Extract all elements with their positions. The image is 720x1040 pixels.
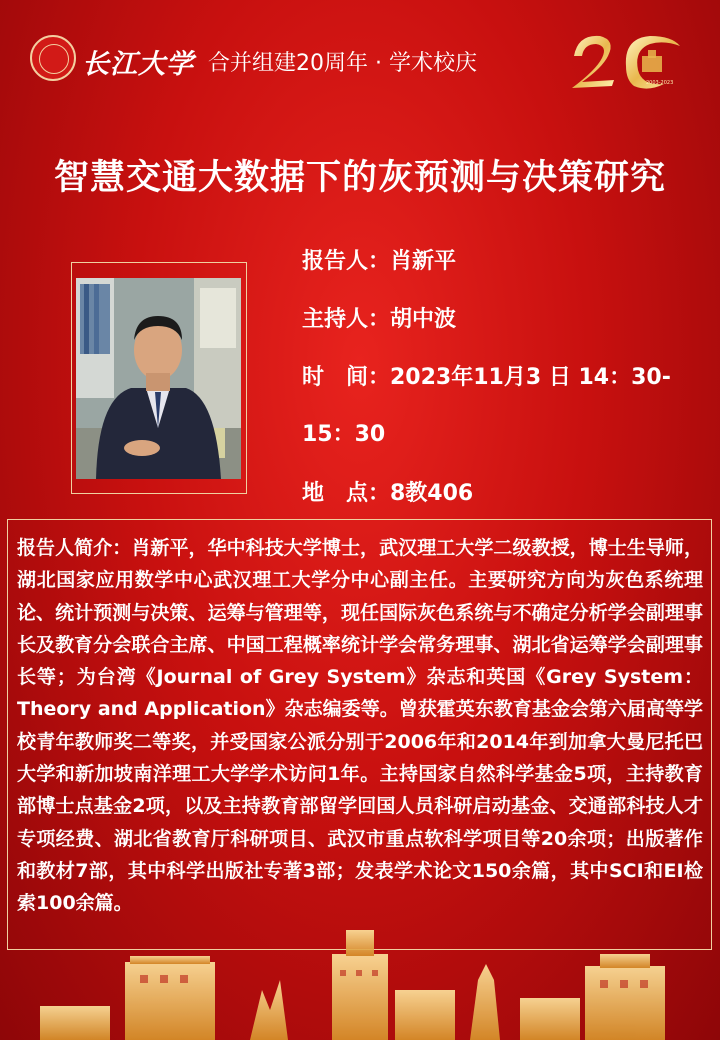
speaker-photo-frame: [71, 262, 247, 494]
university-name: 长江大学: [82, 49, 194, 80]
anniversary-20-logo: [568, 26, 688, 96]
host-line: 主持人：胡中波: [302, 307, 457, 332]
speaker-bio-text: 报告人简介：肖新平，华中科技大学博士，武汉理工大学二级教授，博士生导师，湖北国家应用数学中心武汉理工大学分中心副主任。主要研究方向为灰色系统理论、统计预测与决策、运筹与管理等，现任国际灰色系统与不确定分析学会副理事长及教育分会联合主席、中国工程概率统计学会常务理事、湖北省运筹学会副理事长等；为台湾《Journal of Grey System》杂志和英国《Grey System：Theory and Application》杂志编委等。曾获霍英东教育基金会第六届高等学校青年教师奖二等奖，并受国家公派分别于2006年和2014年到加拿大曼尼托巴大学和新加坡南洋理工大学学术访问1年。主持国家自然科学基金5项，主持教育部博士点基金2项，以及主持教育部留学回国人员科研启动基金、交通部科技人才专项经费、湖北省教育厅科研项目、武汉市重点软科学项目等20余项；出版著作和教材7部，其中科学出版社专著3部；发表学术论文150余篇，其中SCI和EI检索100余篇。: [17, 537, 703, 915]
speaker-photo: [76, 278, 241, 479]
talk-title: 智慧交通大数据下的灰预测与决策研究: [53, 158, 666, 198]
anniversary-text: 合并组建20周年 · 学术校庆: [208, 51, 477, 76]
logo-years: 2003-2023: [646, 80, 674, 86]
speaker-line: 报告人：肖新平: [302, 249, 457, 274]
time-line: 时 间：2023年11月3 日 14：30-: [302, 365, 671, 390]
speaker-bio-box: [7, 519, 712, 950]
campus-skyline-decoration: [0, 920, 720, 1040]
university-seal-logo: [30, 35, 76, 81]
time-line-continued: 15：30: [302, 422, 386, 447]
location-line: 地 点：8教406: [302, 481, 474, 506]
header: [0, 0, 720, 110]
